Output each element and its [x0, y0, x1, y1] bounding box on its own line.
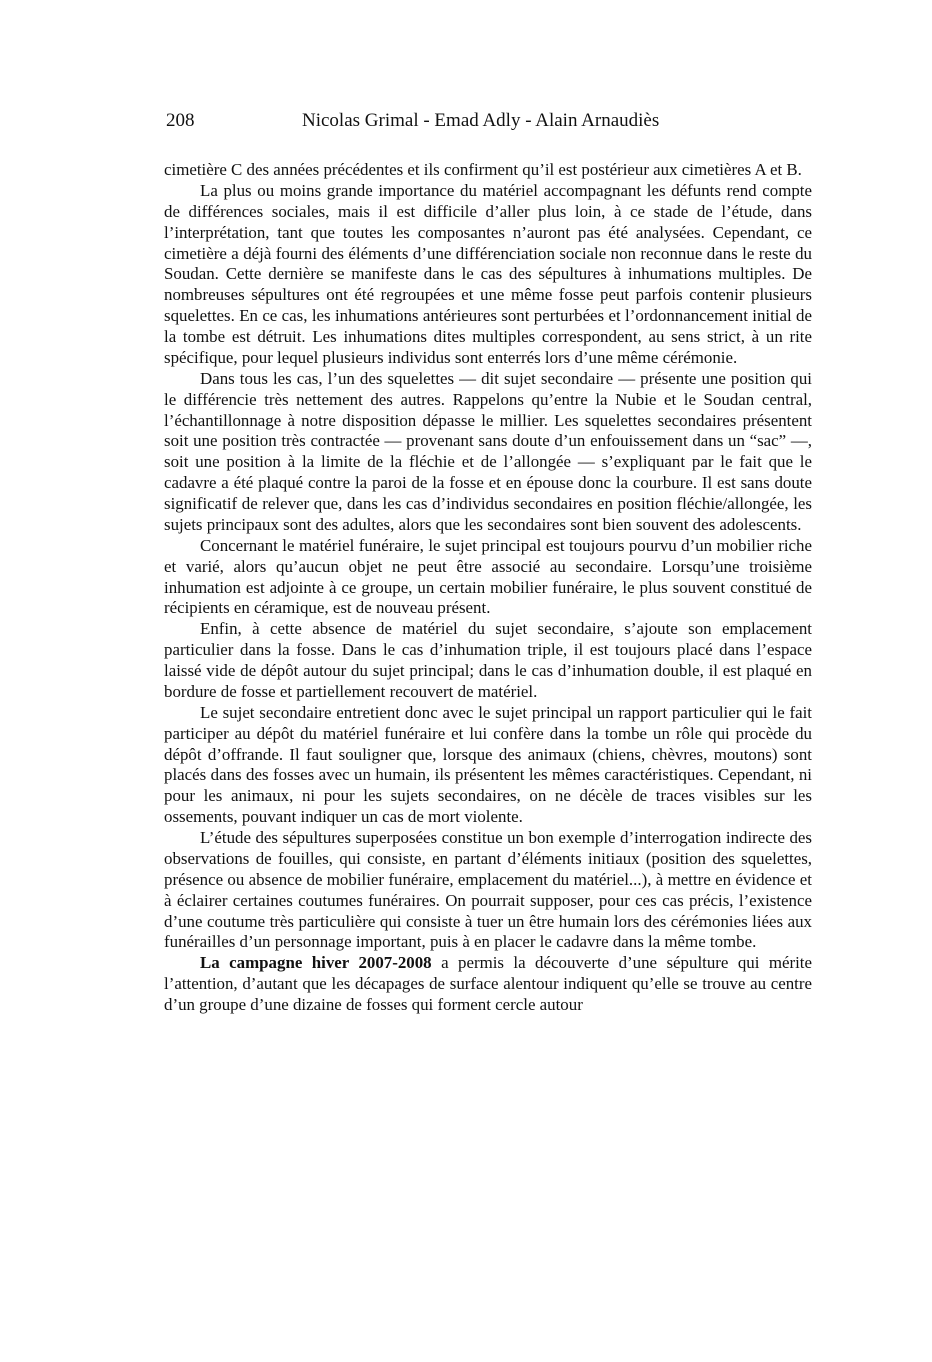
page-header: [166, 106, 812, 136]
paragraph: L’étude des sépultures superposées constitue un bon exemple d’interrogation indirecte des observations de fouilles, qui consiste, en partant d’éléments initiaux (position des squelettes, présence ou absence de mobilier funéraire, emplacement du matériel...), à mettre en évidence et à éclairer certaines coutumes funéraires. On pourrait supposer, pour ces cas précis, l’existence d’une coutume très particulière qui consiste à tuer un être humain lors des cérémonies liées aux funérailles d’un personnage important, puis à en placer le cadavre dans la même tombe.: [164, 828, 812, 952]
page-number: 208: [166, 110, 195, 131]
body-text: [164, 160, 812, 1016]
paragraph-text: a permis la découverte d’une sépulture qui mérite l’attention, d’autant que les décapages de surface alentour indiquent qu’elle se trouve au centre d’un groupe d’une dizaine de fosses qui forment cercle autour: [164, 953, 813, 1014]
paragraph: Le sujet secondaire entretient donc avec le sujet principal un rapport particulier qui le fait participer au dépôt du matériel funéraire et lui confère dans la tombe un rôle qui procède du dépôt d’offrande. Il faut souligner que, lorsque des animaux (chiens, chèvres, moutons) sont placés dans des fosses avec un humain, ils présentent les mêmes caractéristiques. Cependant, ni pour les animaux, ni pour les sujets secondaires, on ne décèle de traces visibles sur les ossements, pouvant indiquer un cas de mort violente.: [164, 702, 812, 827]
campaign-heading: La campagne hiver 2007-2008: [200, 953, 432, 973]
paragraph: cimetière C des années précédentes et ils confirment qu’il est postérieur aux cimetières A et B.: [164, 160, 802, 179]
running-head: Nicolas Grimal - Emad Adly - Alain Arnaudiès: [302, 110, 660, 131]
paragraph: [164, 953, 812, 1016]
paragraph: Concernant le matériel funéraire, le sujet principal est toujours pourvu d’un mobilier riche et varié, alors qu’aucun objet ne peut être associé au secondaire. Lorsqu’une troisième inhumation est adjointe à ce groupe, un certain mobilier funéraire, le plus souvent constitué de récipients en céramique, est de nouveau présent.: [164, 535, 812, 618]
paragraph: La plus ou moins grande importance du matériel accompagnant les défunts rend compte de différences sociales, mais il est difficile d’aller plus loin, à ce stade de l’étude, dans l’interprétation, tant que toutes les composantes n’auront pas été analysées. Cependant, ce cimetière a déjà fourni des éléments d’une différenciation sociale non reconnue dans le reste du Soudan. Cette dernière se manifeste dans le cas des sépultures à inhumations multiples. De nombreuses sépultures ont été regroupées et une même fosse peut parfois contenir plusieurs squelettes. En ce cas, les inhumations antérieures sont perturbées et l’ordonnancement initial de la tombe est détruit. Les inhumations dites multiples correspondent, au sens strict, à un rite spécifique, pour lequel plusieurs individus sont enterrés lors d’une même cérémonie.: [164, 180, 812, 367]
paragraph: Enfin, à cette absence de matériel du sujet secondaire, s’ajoute son emplacement particulier dans la fosse. Dans le cas d’inhumation triple, il est toujours placé dans l’espace laissé vide de dépôt autour du sujet principal; dans le cas d’inhumation double, il est plaqué en bordure de fosse et partiellement recouvert de matériel.: [164, 619, 812, 701]
paragraph: Dans tous les cas, l’un des squelettes — dit sujet secondaire — présente une position qui le différencie très nettement des autres. Rappelons qu’entre la Nubie et le Soudan central, l’échantillonnage à notre disposition dépasse le millier. Les squelettes secondaires présentent soit une position très contractée — provenant sans doute d’un enfouissement dans un “sac” —, soit une position à la limite de la fléchie et de l’allongée — s’expliquant par le fait que le cadavre a été plaqué contre la paroi de la fosse et en épouse donc la courbure. Il est sans doute significatif de relever que, dans les cas d’individus secondaires en position fléchie/allongée, les sujets principaux sont des adultes, alors que les secondaires sont bien souvent des adolescents.: [164, 368, 812, 534]
